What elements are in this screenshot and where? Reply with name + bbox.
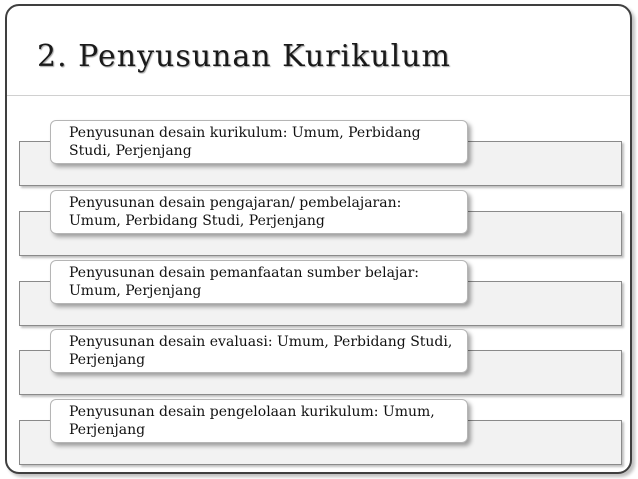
slide <box>5 4 632 474</box>
item-card: Penyusunan desain kurikulum: Umum, Perbidang Studi, Perjenjang <box>50 120 468 164</box>
list-item <box>7 120 630 190</box>
list-item <box>7 260 630 330</box>
item-card: Penyusunan desain pemanfaatan sumber belajar: Umum, Perjenjang <box>50 260 468 304</box>
list-item <box>7 329 630 399</box>
item-card: Penyusunan desain pengelolaan kurikulum: Umum, Perjenjang <box>50 399 468 443</box>
list-item <box>7 399 630 469</box>
item-card: Penyusunan desain evaluasi: Umum, Perbidang Studi, Perjenjang <box>50 329 468 373</box>
title-divider <box>7 95 630 96</box>
slide-title: 2. Penyusunan Kurikulum <box>37 39 451 74</box>
item-card: Penyusunan desain pengajaran/ pembelajaran: Umum, Perbidang Studi, Perjenjang <box>50 190 468 234</box>
list-item <box>7 190 630 260</box>
